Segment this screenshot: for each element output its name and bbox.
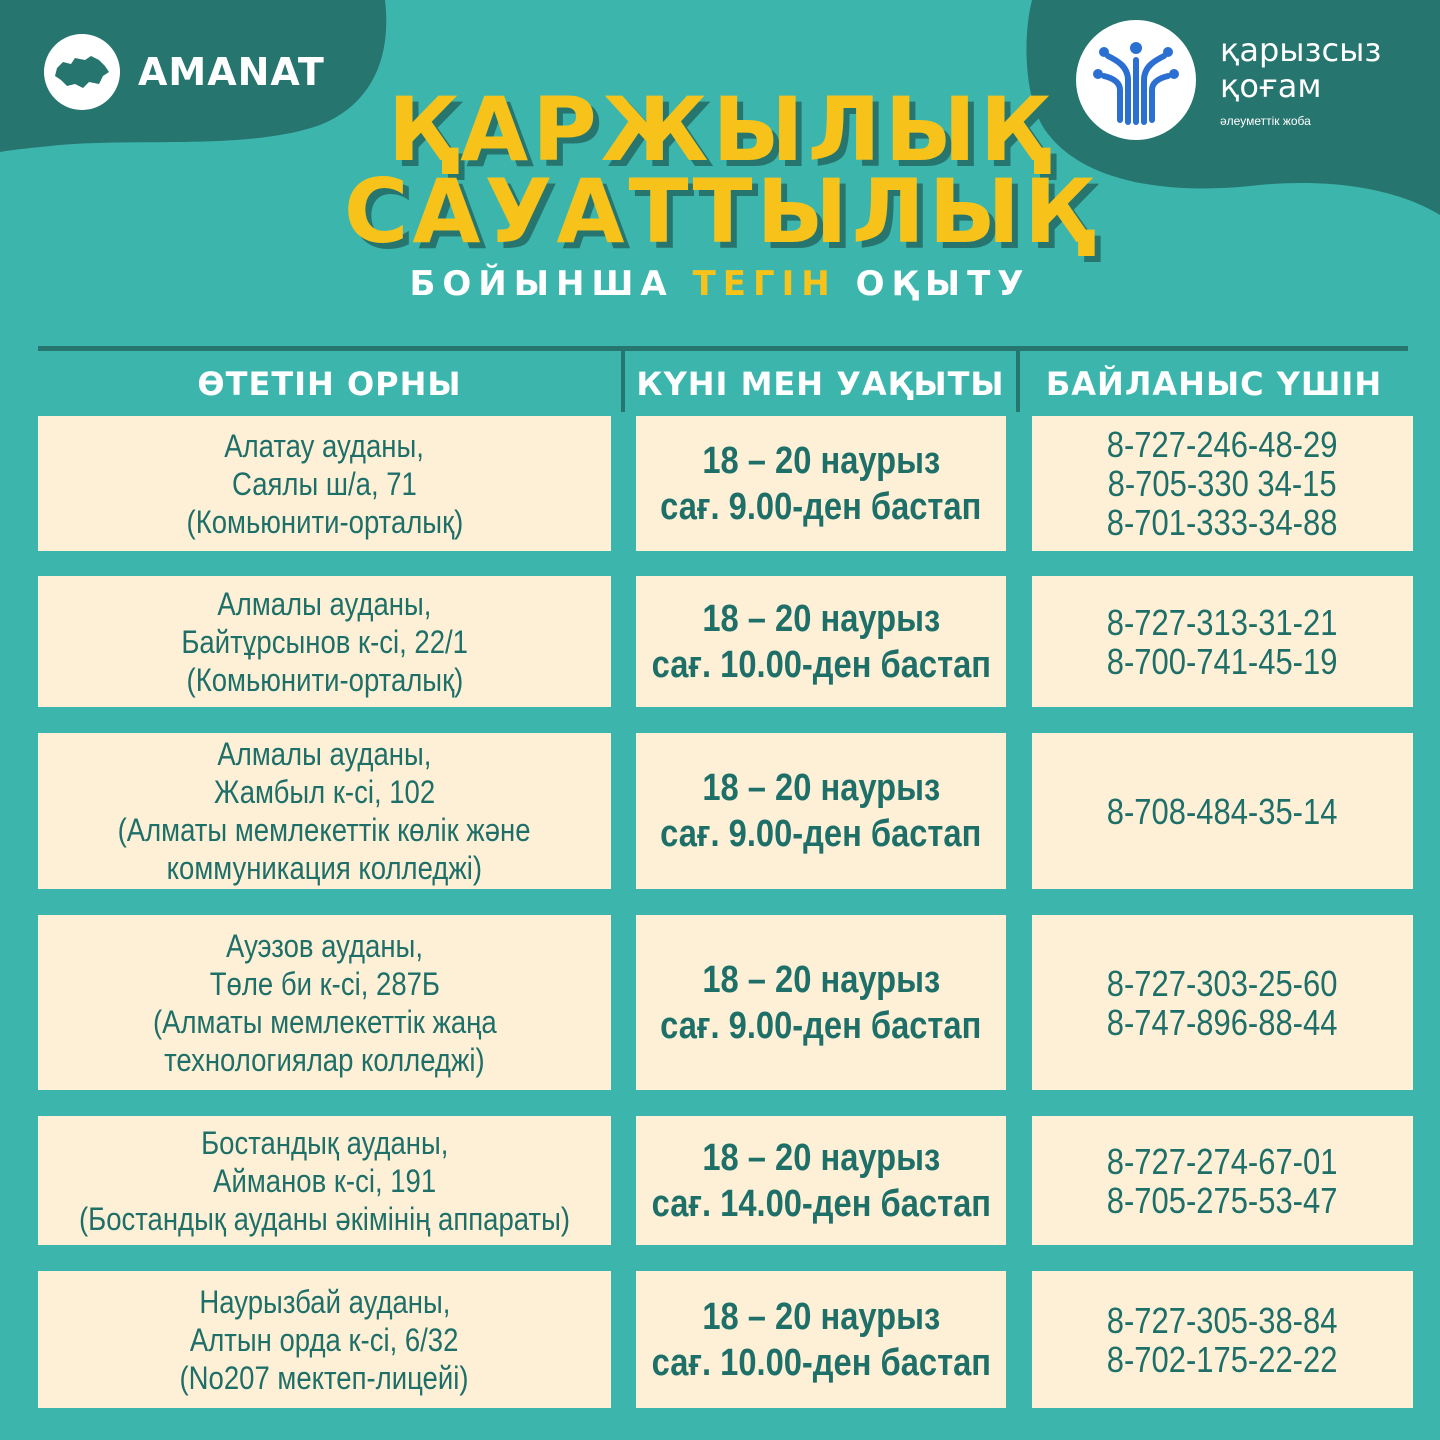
location-cell [38, 733, 611, 889]
event-time: сағ. 14.00-ден бастап [651, 1182, 991, 1225]
phone-number: 8-727-274-67-01 [1107, 1140, 1338, 1182]
phone-number: 8-705-275-53-47 [1107, 1179, 1338, 1221]
date-time-cell [636, 733, 1006, 889]
phone-number: 8-702-175-22-22 [1107, 1338, 1338, 1380]
location-line: Алмалы ауданы, [217, 585, 432, 622]
location-line: (Алматы мемлекеттік жаңа [152, 1003, 497, 1040]
location-line: Алатау ауданы, [224, 427, 425, 464]
logo-subtext: әлеуметтік жоба [1220, 114, 1311, 128]
subtitle-highlight: ТЕГІН [692, 264, 837, 304]
contacts-cell [1032, 915, 1413, 1090]
header-location: ӨТЕТІН ОРНЫ [197, 365, 462, 403]
event-date: 18 – 20 наурыз [702, 1136, 940, 1179]
event-date: 18 – 20 наурыз [702, 597, 940, 640]
location-line: (Комьюнити-орталық) [186, 503, 463, 540]
location-line: Саялы ш/а, 71 [232, 465, 417, 502]
event-time: сағ. 9.00-ден бастап [660, 813, 982, 855]
location-line: Жамбыл к-сі, 102 [213, 774, 436, 810]
date-time-cell [636, 576, 1006, 707]
location-line: Байтұрсынов к-сі, 22/1 [181, 623, 468, 660]
date-time-cell [636, 1116, 1006, 1245]
subtitle-after: ОҚЫТУ [836, 264, 1031, 304]
location-cell [38, 576, 611, 707]
location-cell [38, 915, 611, 1090]
location-line: (Бостандық ауданы әкімінің аппараты) [78, 1200, 571, 1237]
date-time-cell [636, 416, 1006, 551]
location-cell [38, 1271, 611, 1408]
date-time-cell [636, 1271, 1006, 1408]
event-time: сағ. 9.00-ден бастап [660, 485, 982, 528]
location-cell [38, 1116, 611, 1245]
contacts-cell [1032, 1271, 1413, 1408]
phone-number: 8-701-333-34-88 [1107, 502, 1338, 543]
phone-number: 8-727-313-31-21 [1107, 601, 1338, 643]
title-line2: САУАТТЫЛЫҚ [343, 160, 1097, 263]
location-line: Ауэзов ауданы, [226, 927, 423, 964]
event-date: 18 – 20 наурыз [702, 439, 940, 482]
phone-number: 8-747-896-88-44 [1107, 1001, 1338, 1043]
phone-number: 8-708-484-35-14 [1107, 790, 1338, 832]
location-line: Наурызбай ауданы, [198, 1283, 450, 1320]
event-date: 18 – 20 наурыз [702, 1295, 940, 1338]
location-line: Алтын орда к-сі, 6/32 [190, 1321, 459, 1358]
location-line: технологиялар колледжі) [164, 1041, 485, 1078]
phone-number: 8-700-741-45-19 [1107, 640, 1338, 682]
logo-text-line2: қоғам [1220, 67, 1322, 105]
location-line: Бостандық ауданы, [200, 1124, 449, 1161]
contacts-cell [1032, 1116, 1413, 1245]
subtitle-before: БОЙЫНША [409, 264, 693, 304]
location-line: (Алматы мемлекеттік көлік және [118, 812, 531, 848]
location-line: Алмалы ауданы, [217, 736, 432, 772]
header-contacts: БАЙЛАНЫС ҮШІН [1045, 365, 1383, 403]
phone-number: 8-727-305-38-84 [1107, 1299, 1338, 1341]
location-line: (Комьюнити-орталық) [186, 661, 463, 698]
date-time-cell [636, 915, 1006, 1090]
event-time: сағ. 10.00-ден бастап [651, 643, 991, 686]
event-time: сағ. 9.00-ден бастап [660, 1004, 982, 1047]
location-line: коммуникация колледжі) [166, 850, 483, 886]
contacts-cell [1032, 733, 1413, 889]
event-date: 18 – 20 наурыз [702, 958, 940, 1001]
location-cell [38, 416, 611, 551]
location-line: Айманов к-сі, 191 [212, 1162, 437, 1199]
event-date: 18 – 20 наурыз [702, 767, 940, 809]
amanat-logo-text: AMANAT [138, 50, 325, 94]
phone-number: 8-727-303-25-60 [1107, 962, 1338, 1004]
location-line: Төле би к-сі, 287Б [209, 965, 440, 1002]
title-line1: ҚАРЖЫЛЫҚ [387, 78, 1053, 181]
logo-text-line1: қарызсыз [1220, 31, 1382, 69]
phone-number: 8-705-330 34-15 [1108, 463, 1337, 504]
contacts-cell [1032, 416, 1413, 551]
phone-number: 8-727-246-48-29 [1107, 424, 1338, 465]
contacts-cell [1032, 576, 1413, 707]
subtitle [0, 264, 1440, 304]
event-time: сағ. 10.00-ден бастап [651, 1341, 991, 1384]
location-line: (No207 мектеп-лицейі) [180, 1359, 469, 1396]
header-date-time: КҮНІ МЕН УАҚЫТЫ [636, 365, 1005, 403]
table-header-rule [38, 346, 1408, 351]
